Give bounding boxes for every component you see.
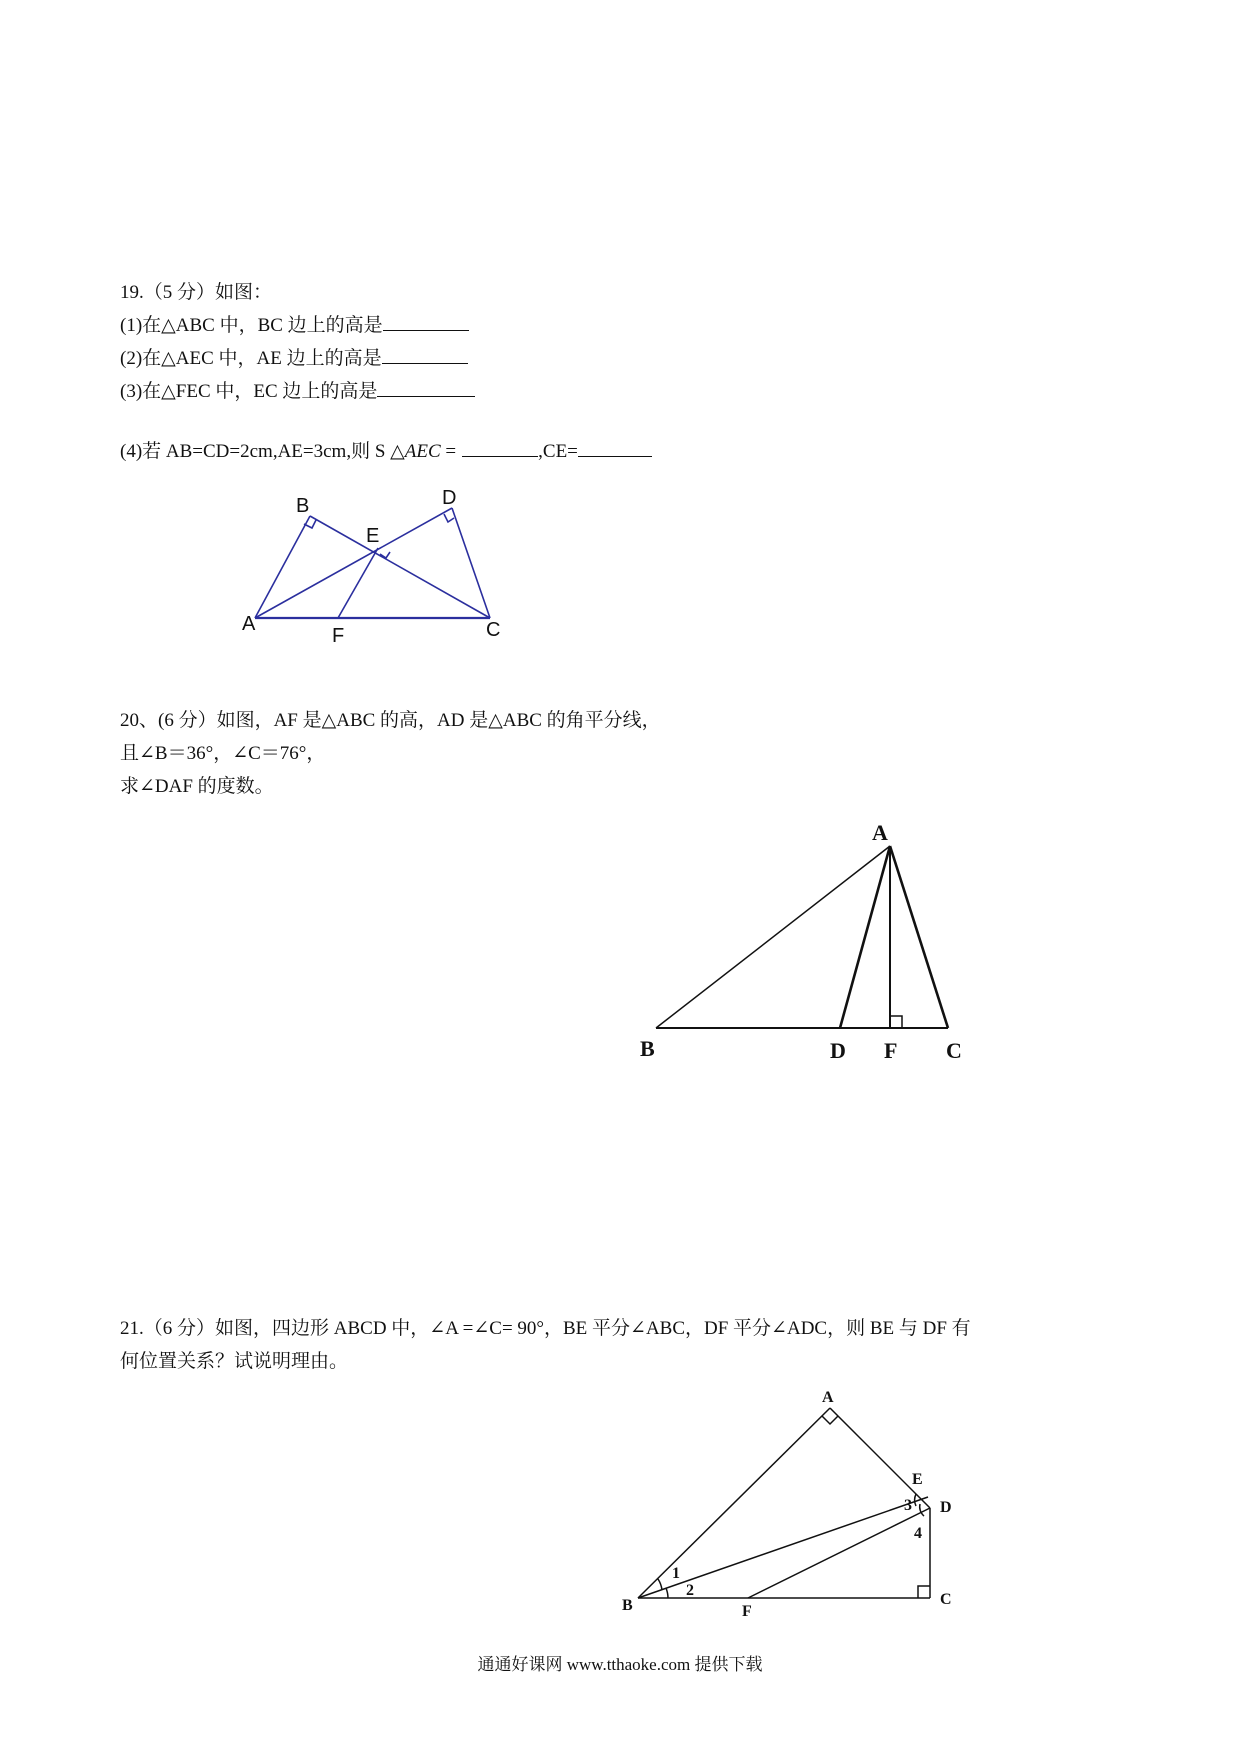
angle-arc-3: [915, 1494, 916, 1506]
q19-item-4-ce: ,CE=: [538, 441, 578, 462]
segment-FE: [338, 548, 378, 618]
q19-item-1-text: (1)在△ABC 中，BC 边上的高是: [120, 315, 383, 336]
label-B: B: [296, 495, 310, 517]
q19-item-3: [120, 378, 475, 405]
segment-AD: [830, 1408, 930, 1508]
segment-BC: [310, 516, 490, 618]
q20-line-2: 且∠B＝36°，∠C＝76°，: [120, 743, 326, 764]
right-angle-mark-D: [444, 514, 454, 522]
q19-item-2-text: (2)在△AEC 中，AE 边上的高是: [120, 348, 382, 369]
angle-label-2: 2: [686, 1582, 694, 1599]
q20-line-1: 20、(6 分）如图，AF 是△ABC 的高，AD 是△ABC 的角平分线，: [120, 710, 661, 731]
answer-blank: [382, 345, 468, 364]
segment-AD: [840, 846, 890, 1028]
segment-AB: [638, 1408, 830, 1598]
label-A: A: [872, 820, 888, 845]
label-D: D: [830, 1038, 846, 1063]
label-F: F: [742, 1603, 752, 1620]
label-E: E: [912, 1471, 923, 1488]
segment-DF: [748, 1508, 930, 1598]
label-C: C: [486, 619, 501, 641]
segment-AC: [890, 846, 948, 1028]
label-A: A: [822, 1389, 834, 1406]
q20-line-3: 求∠DAF 的度数。: [120, 776, 274, 797]
page-footer: 通通好课网 www.tthaoke.com 提供下载: [477, 1655, 763, 1674]
q19-item-4: [120, 438, 652, 465]
segment-BE: [638, 1497, 928, 1598]
segment-AB: [656, 846, 890, 1028]
q20-figure: [630, 810, 980, 1070]
q21-line-2: 何位置关系？试说明理由。: [120, 1351, 349, 1372]
angle-arc-4: [920, 1504, 924, 1516]
answer-blank: [383, 312, 469, 331]
q19-item-3-text: (3)在△FEC 中，EC 边上的高是: [120, 381, 378, 402]
angle-label-1: 1: [672, 1565, 680, 1582]
q19-item-4-eq: =: [440, 441, 457, 462]
q19-item-2: [120, 345, 468, 372]
answer-blank: [462, 438, 538, 457]
label-B: B: [640, 1036, 655, 1061]
label-C: C: [940, 1591, 952, 1608]
answer-blank: [578, 438, 652, 457]
label-A: A: [242, 613, 256, 635]
angle-label-4: 4: [914, 1525, 922, 1542]
q21-line-1: 21.（6 分）如图，四边形 ABCD 中，∠A =∠C= 90°，BE 平分∠ABC，DF 平分∠ADC，则 BE 与 DF 有: [120, 1318, 971, 1339]
label-D: D: [442, 487, 457, 509]
right-angle-mark-F: [890, 1016, 902, 1028]
angle-arc-2: [666, 1588, 668, 1598]
answer-blank: [377, 378, 475, 397]
q19-item-1: [120, 312, 469, 339]
q19-item-4-prefix: (4)若 AB=CD=2cm,AE=3cm,则 S △: [120, 441, 405, 462]
label-E: E: [366, 525, 380, 547]
q19-item-4-subscript: AEC: [404, 441, 441, 462]
label-C: C: [946, 1038, 962, 1063]
angle-label-3: 3: [904, 1497, 912, 1514]
label-F: F: [884, 1038, 898, 1063]
q21-figure: [610, 1380, 970, 1630]
segment-DC: [452, 508, 490, 618]
label-D: D: [940, 1499, 952, 1516]
q19-header: 19.（5 分）如图：: [120, 282, 273, 303]
right-angle-mark-A: [822, 1416, 838, 1424]
label-B: B: [622, 1597, 633, 1614]
angle-arc-1: [658, 1579, 662, 1590]
label-F: F: [332, 625, 345, 647]
right-angle-mark-C: [918, 1586, 930, 1598]
q19-figure: [230, 480, 520, 650]
